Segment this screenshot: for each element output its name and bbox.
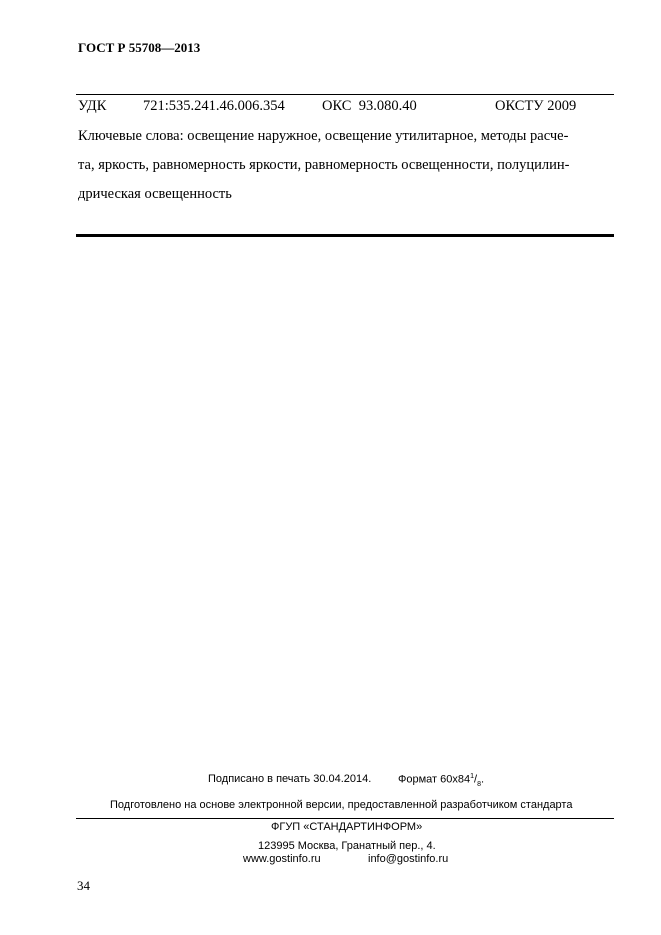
top-divider <box>76 94 614 95</box>
print-format: Формат $60х84^1/_8$. <box>398 773 485 788</box>
publisher-website: www.gostinfo.ru <box>243 853 321 865</box>
oks-code: ОКС 93.080.40 <box>322 98 417 114</box>
prepared-note: Подготовлено на основе электронной версии, предоставленной разработчиком стандарта <box>110 799 573 811</box>
keywords-line-1: Ключевые слова: освещение наружное, освещение утилитарное, методы расче- <box>78 128 569 144</box>
okstu-code: ОКСТУ 2009 <box>495 98 577 114</box>
publisher-address: 123995 Москва, Гранатный пер., 4. <box>258 840 436 852</box>
format-numerator: 1 <box>470 773 475 780</box>
keywords-block <box>78 122 613 209</box>
imprint-divider <box>76 818 614 819</box>
keywords-line-3: дрическая освещенность <box>78 186 232 202</box>
page-number: 34 <box>77 878 90 893</box>
udk-label: УДК <box>78 98 107 114</box>
format-denominator: 8 <box>477 780 481 788</box>
section-divider <box>76 234 614 237</box>
format-end: . <box>480 773 485 786</box>
publisher-email: info@gostinfo.ru <box>368 853 449 865</box>
udk-value: 721:535.241.46.006.354 <box>143 98 285 114</box>
keywords-line-2: та, яркость, равномерность яркости, равномерность освещенности, полуцилин- <box>78 157 570 173</box>
standard-code-header: ГОСТ Р 55708—2013 <box>78 40 201 55</box>
signed-for-print: Подписано в печать 30.04.2014. <box>208 773 372 785</box>
format-label: Формат 60х84 <box>398 773 471 786</box>
publisher-name: ФГУП «СТАНДАРТИНФОРМ» <box>271 821 423 833</box>
